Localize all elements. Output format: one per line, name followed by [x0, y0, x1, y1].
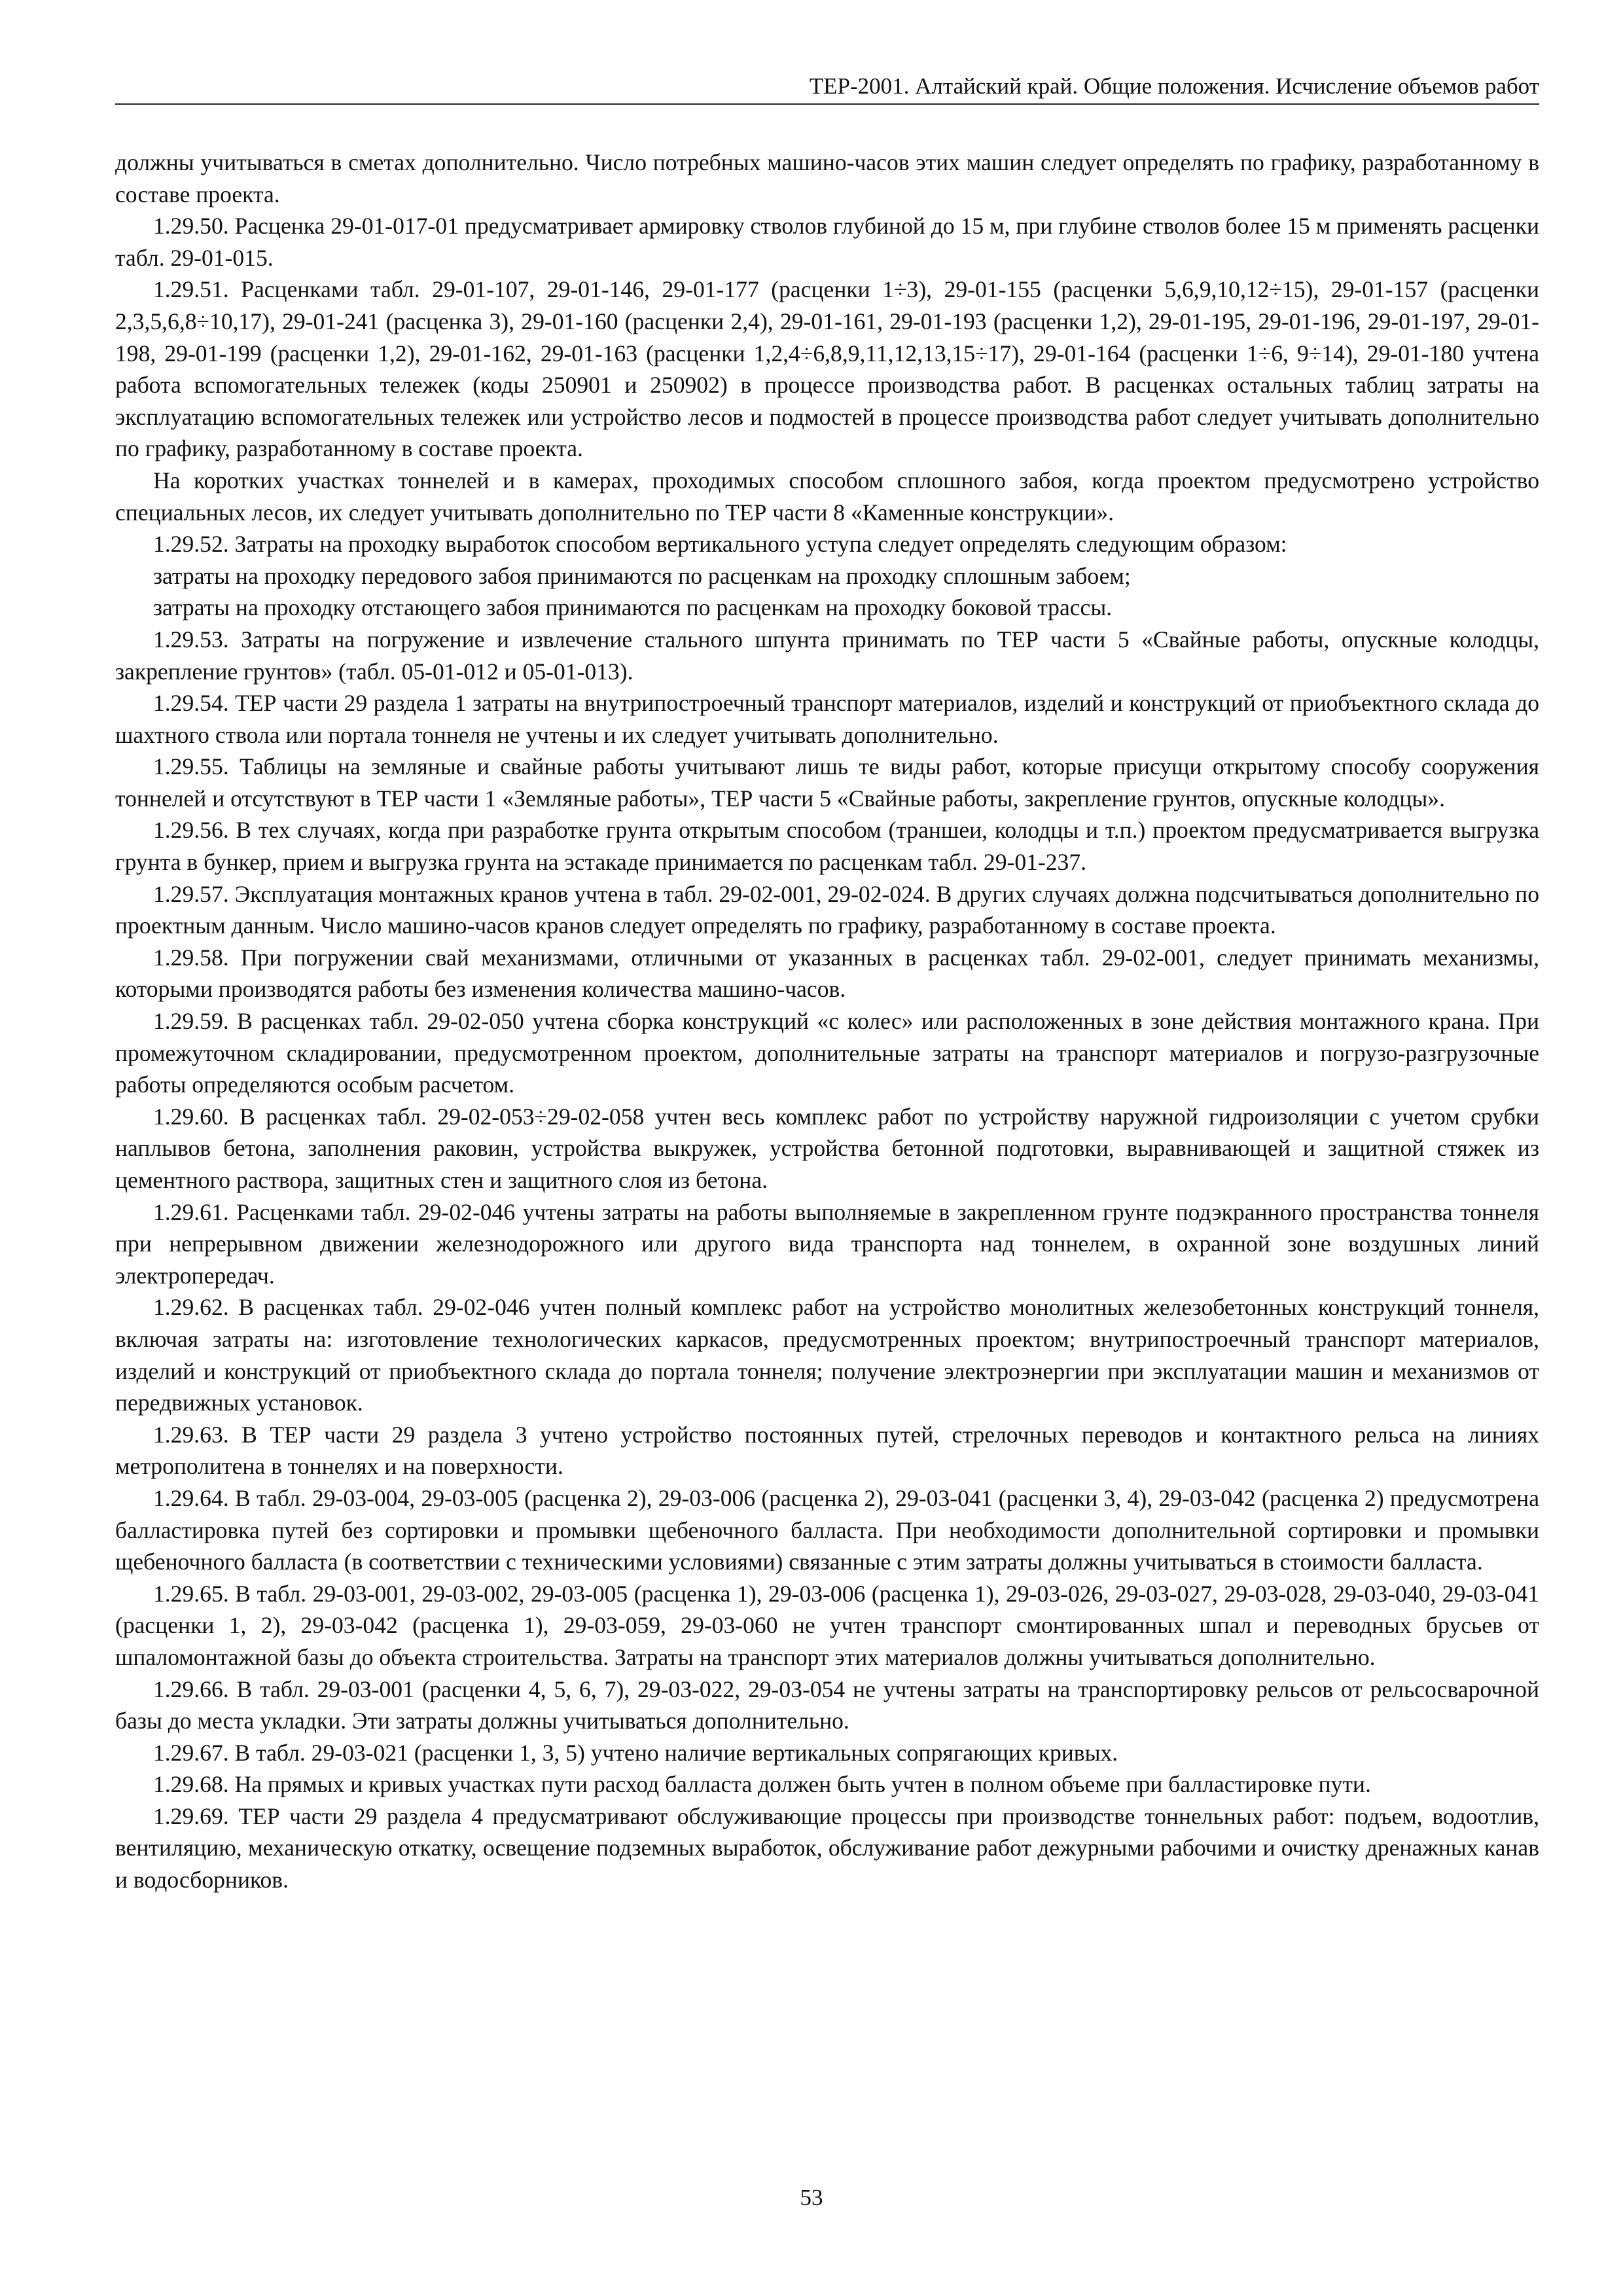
paragraph-short-sections: На коротких участках тоннелей и в камерах, проходимых способом сплошного забоя, когда проектом предусмотрено устройство специальных лесов, их следует учитывать дополнительно по ТЕР части 8 «Каменные конструкции». — [115, 467, 1539, 526]
paragraph-1-29-50: 1.29.50. Расценка 29-01-017-01 предусматривает армировку стволов глубиной до 15 м, при глубине стволов более 15 м применять расценки табл. 29-01-015. — [115, 213, 1539, 271]
paragraph-1-29-59: 1.29.59. В расценках табл. 29-02-050 учтена сборка конструкций «с колес» или расположенных в зоне действия монтажного крана. При промежуточном складировании, предусмотренном проектом, дополнительные затраты на транспорт материалов и погрузо-разгрузочные работы определяются особым расчетом. — [115, 1008, 1539, 1098]
paragraph-lead-face: затраты на проходку передового забоя принимаются по расценкам на проходку сплошным забоем; — [153, 562, 1131, 589]
paragraph-1-29-67: 1.29.67. В табл. 29-03-021 (расценки 1, 3, 5) учтено наличие вертикальных сопрягающих кривых. — [153, 1739, 1118, 1766]
paragraph-1-29-64: 1.29.64. В табл. 29-03-004, 29-03-005 (расценка 2), 29-03-006 (расценка 2), 29-03-041 (расценки 3, 4), 29-03-042 (расценка 2) предусмотрена балластировка путей без сортировки и промывки щебеночного балласта. При необходимости дополнительной сортировки и промывки щебеночного балласта (в соответствии с техническими условиями) связанные с этим затраты должны учитываться в стоимости балласта. — [115, 1484, 1539, 1575]
paragraph-1-29-68: 1.29.68. На прямых и кривых участках пути расход балласта должен быть учтен в полном объеме при балластировке пути. — [153, 1771, 1371, 1798]
paragraph-1-29-56: 1.29.56. В тех случаях, когда при разработке грунта открытым способом (траншеи, колодцы и т.п.) проектом предусматривается выгрузка грунта в бункер, прием и выгрузка грунта на эстакаде принимается по расценкам табл. 29-01-237. — [115, 817, 1539, 876]
paragraph-1-29-69: 1.29.69. ТЕР части 29 раздела 4 предусматривают обслуживающие процессы при производстве тоннельных работ: подъем, водоотлив, вентиляцию, механическую откатку, освещение подземных выработок, обслуживание работ дежурными рабочими и очистку дренажных канав и водосборников. — [115, 1803, 1539, 1893]
body-text — [115, 147, 1539, 1896]
header-title: ТЕР-2001. Алтайский край. Общие положения. Исчисление объемов работ — [809, 73, 1539, 99]
paragraph-continuation: должны учитываться в сметах дополнительно. Число потребных машино-часов этих машин следует определять по графику, разработанному в составе проекта. — [115, 149, 1539, 207]
paragraph-1-29-53: 1.29.53. Затраты на погружение и извлечение стального шпунта принимать по ТЕР части 5 «Свайные работы, опускные колодцы, закрепление грунтов» (табл. 05-01-012 и 05-01-013). — [115, 626, 1539, 685]
paragraph-1-29-62: 1.29.62. В расценках табл. 29-02-046 учтен полный комплекс работ на устройство монолитных железобетонных конструкций тоннеля, включая затраты на: изготовление технологических каркасов, предусмотренных проектом; внутрипостроечный транспорт материалов, изделий и конструкций от приобъектного склада до портала тоннеля; получение электроэнергии при эксплуатации машин и механизмов от передвижных установок. — [115, 1294, 1539, 1416]
paragraph-1-29-52: 1.29.52. Затраты на проходку выработок способом вертикального уступа следует определять следующим образом: — [153, 531, 1287, 558]
paragraph-1-29-60: 1.29.60. В расценках табл. 29-02-053÷29-02-058 учтен весь комплекс работ по устройству наружной гидроизоляции с учетом срубки наплывов бетона, заполнения раковин, устройства выкружек, устройства бетонной подготовки, выравнивающей и защитной стяжек из цементного раствора, защитных стен и защитного слоя из бетона. — [115, 1103, 1539, 1193]
paragraph-1-29-51: 1.29.51. Расценками табл. 29-01-107, 29-01-146, 29-01-177 (расценки 1÷3), 29-01-155 (расценки 5,6,9,10,12÷15), 29-01-157 (расценки 2,3,5,6,8÷10,17), 29-01-241 (расценка 3), 29-01-160 (расценки 2,4), 29-01-161, 29-01-193 (расценки 1,2), 29-01-195, 29-01-196, 29-01-197, 29-01-198, 29-01-199 (расценки 1,2), 29-01-162, 29-01-163 (расценки 1,2,4÷6,8,9,11,12,13,15÷17), 29-01-164 (расценки 1÷6, 9÷14), 29-01-180 учтена работа вспомогательных тележек (коды 250901 и 250902) в процессе производства работ. В расценках остальных таблиц затраты на эксплуатацию вспомогательных тележек или устройство лесов и подмостей в процессе производства работ следует учитывать дополнительно по графику, разработанному в составе проекта. — [115, 276, 1539, 462]
page-number: 53 — [800, 2185, 823, 2210]
paragraph-1-29-55: 1.29.55. Таблицы на земляные и свайные работы учитывают лишь те виды работ, которые присущи открытому способу сооружения тоннелей и отсутствуют в ТЕР части 1 «Земляные работы», ТЕР части 5 «Свайные работы, закрепление грунтов, опускные колодцы». — [115, 753, 1539, 812]
running-header — [115, 71, 1539, 105]
paragraph-1-29-57: 1.29.57. Эксплуатация монтажных кранов учтена в табл. 29-02-001, 29-02-024. В других случаях должна подсчитываться дополнительно по проектным данным. Число машино-часов кранов следует определять по графику, разработанному в составе проекта. — [115, 880, 1539, 939]
paragraph-1-29-54: 1.29.54. ТЕР части 29 раздела 1 затраты на внутрипостроечный транспорт материалов, изделий и конструкций от приобъектного склада до шахтного ствола или портала тоннеля не учтены и их следует учитывать дополнительно. — [115, 690, 1539, 748]
paragraph-lagging-face: затраты на проходку отстающего забоя принимаются по расценкам на проходку боковой трассы. — [153, 594, 1113, 621]
paragraph-1-29-65: 1.29.65. В табл. 29-03-001, 29-03-002, 29-03-005 (расценка 1), 29-03-006 (расценка 1), 29-03-026, 29-03-027, 29-03-028, 29-03-040, 29-03-041 (расценки 1, 2), 29-03-042 (расценка 1), 29-03-059, 29-03-060 не учтен транспорт смонтированных шпал и переводных брусьев от шпаломонтажной базы до объекта строительства. Затраты на транспорт этих материалов должны учитываться дополнительно. — [115, 1580, 1539, 1670]
paragraph-1-29-58: 1.29.58. При погружении свай механизмами, отличными от указанных в расценках табл. 29-02-001, следует принимать механизмы, которыми производятся работы без изменения количества машино-часов. — [115, 944, 1539, 1003]
paragraph-1-29-63: 1.29.63. В ТЕР части 29 раздела 3 учтено устройство постоянных путей, стрелочных переводов и контактного рельса на линиях метрополитена в тоннелях и на поверхности. — [115, 1421, 1539, 1480]
paragraph-1-29-66: 1.29.66. В табл. 29-03-001 (расценки 4, 5, 6, 7), 29-03-022, 29-03-054 не учтены затраты на транспортировку рельсов от рельсосварочной базы до места укладки. Эти затраты должны учитываться дополнительно. — [115, 1676, 1539, 1734]
page-footer — [0, 2185, 1623, 2211]
paragraph-1-29-61: 1.29.61. Расценками табл. 29-02-046 учтены затраты на работы выполняемые в закрепленном грунте подэкранного пространства тоннеля при непрерывном движении железнодорожного или другого вида транспорта над тоннелем, в охранной зоне воздушных линий электропередач. — [115, 1198, 1539, 1289]
